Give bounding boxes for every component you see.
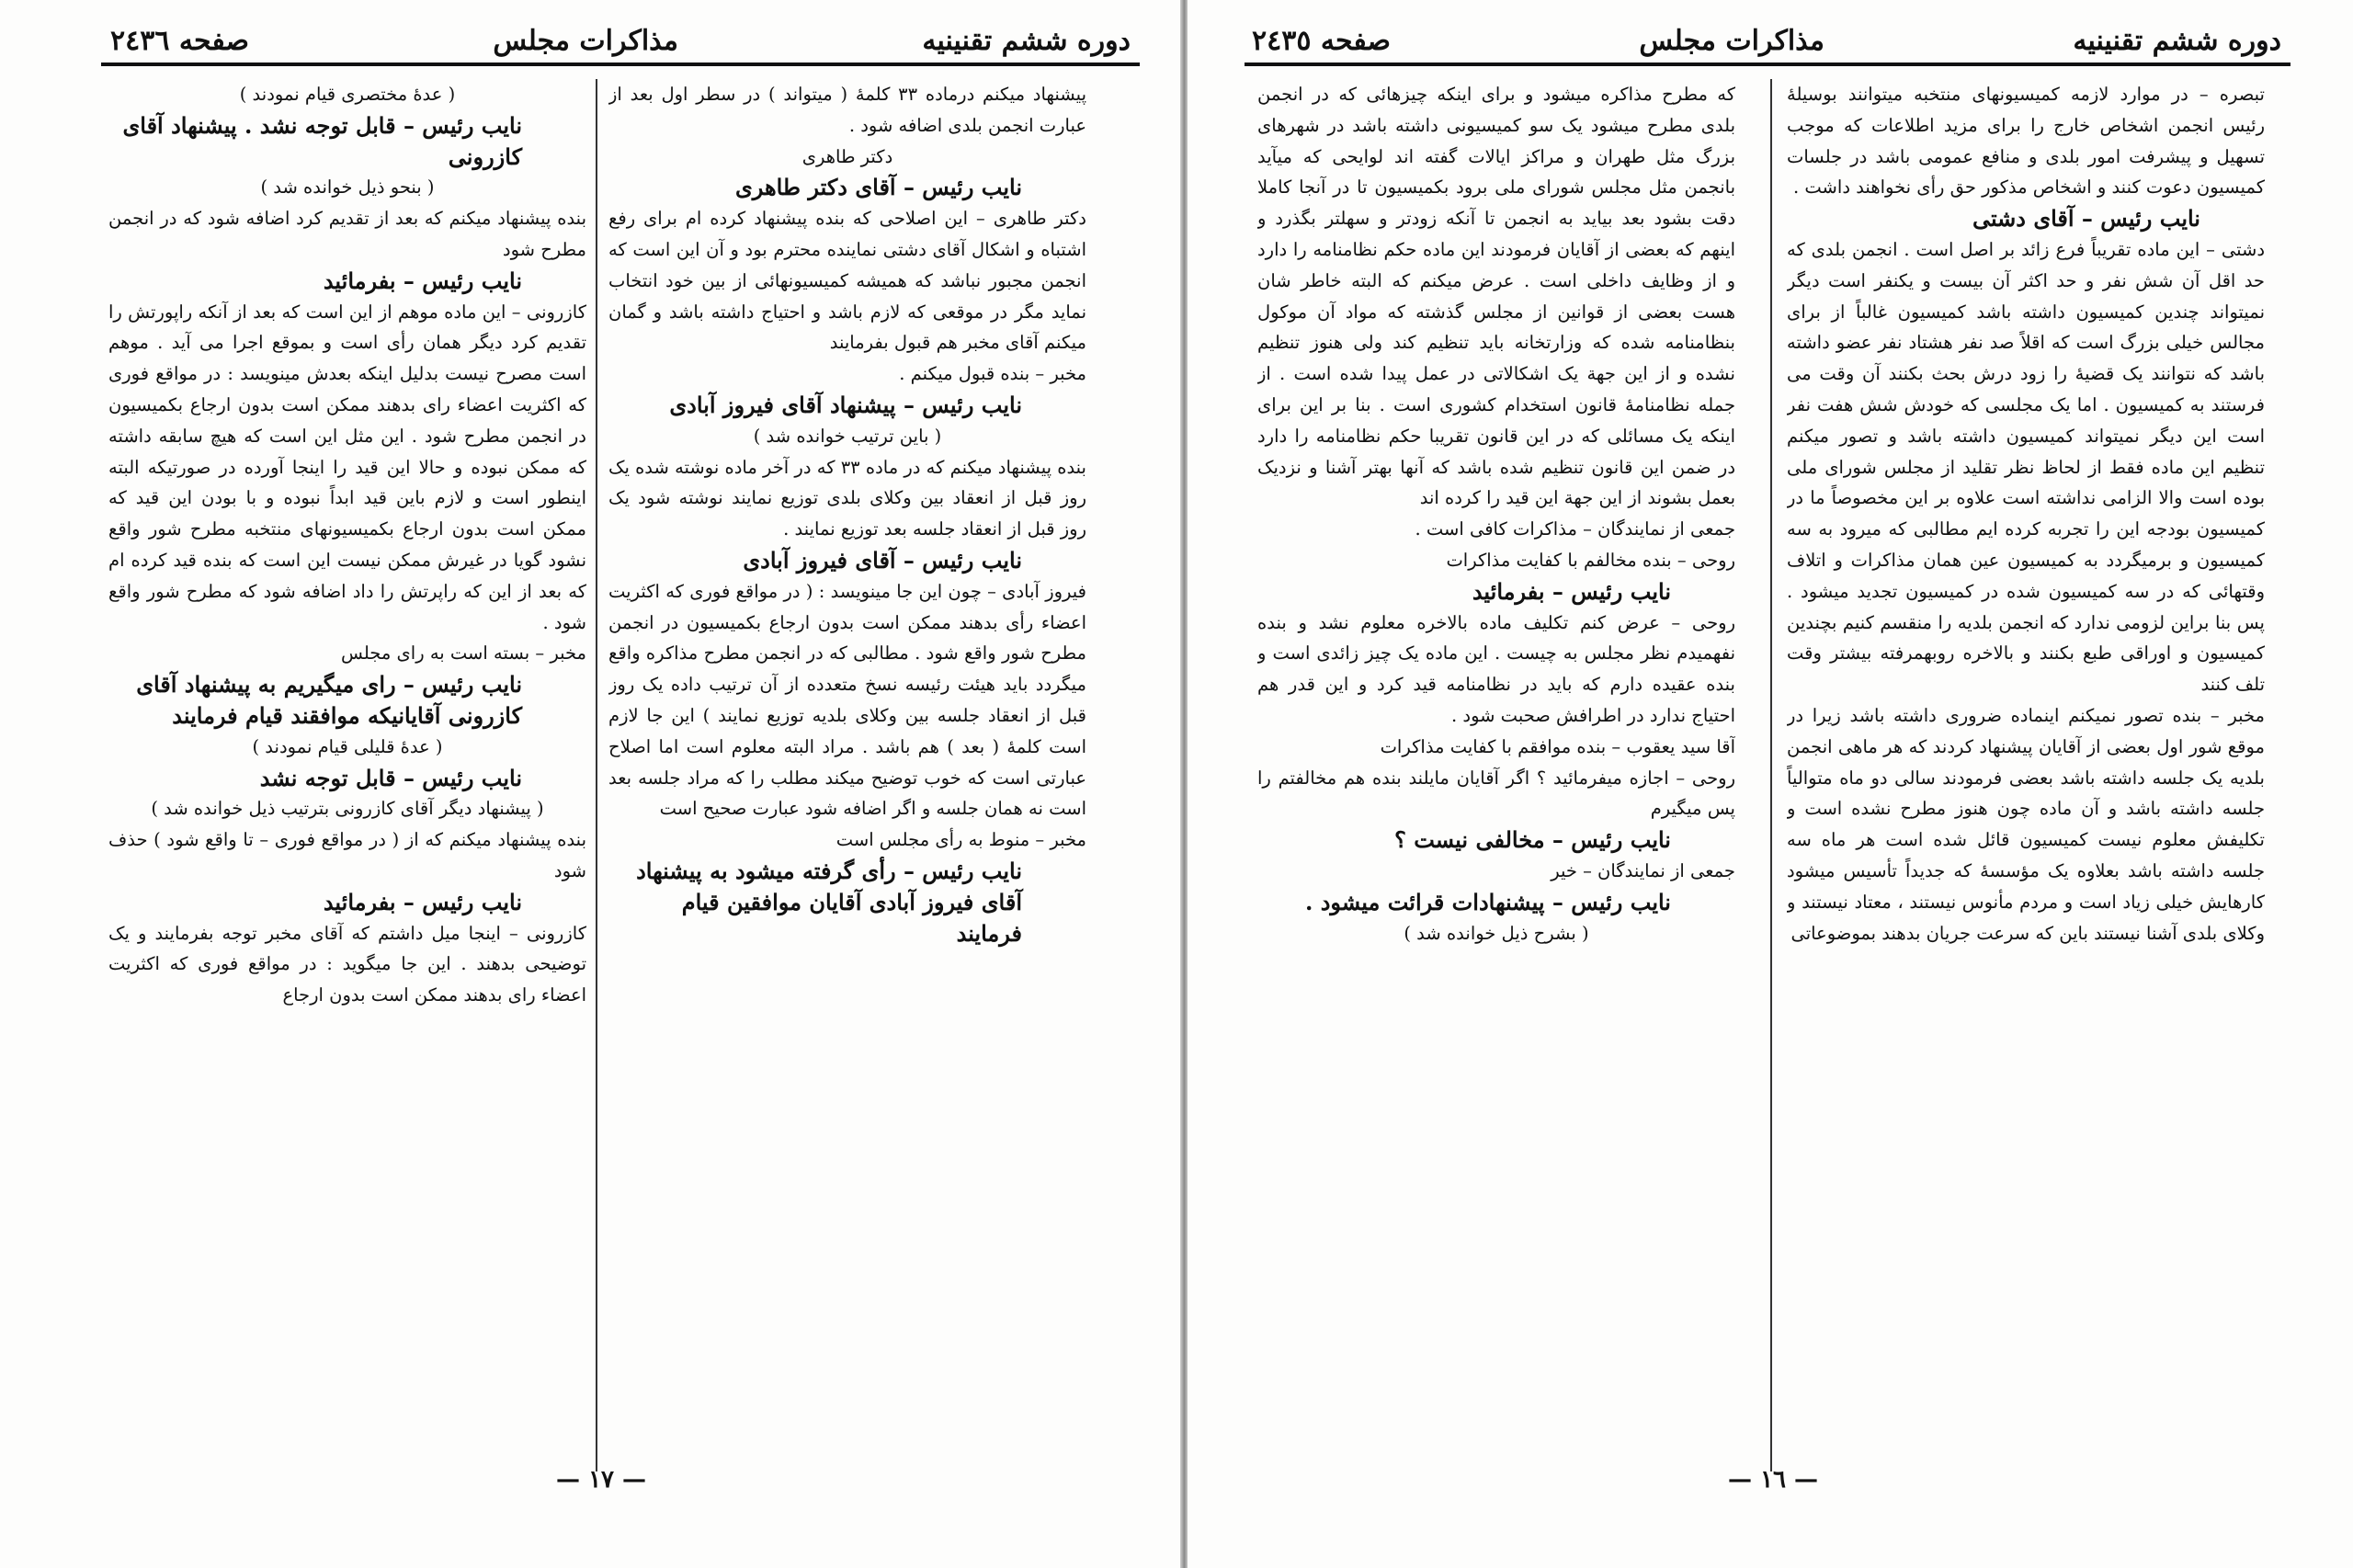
page-number: — ١٧ — [556, 1466, 647, 1494]
paragraph: ( باین ترتیب خوانده شد ) [753, 425, 942, 447]
speaker-heading: نایب رئیس – بفرمائید [323, 267, 522, 294]
column-divider [596, 79, 597, 1471]
paragraph: بنده پیشنهاد میکنم که بعد از تقدیم کرد اضافه شود که در انجمن مطرح شود [108, 208, 586, 260]
header-rule [101, 62, 1140, 66]
column-left [108, 79, 586, 1458]
page-label: صفحه ٢٤٣٦ [110, 24, 250, 57]
paragraph: کازرونی – این ماده موهم از این است که بعد از آنکه راپورتش را تقدیم کرد دیگر همان رأی است و بموقع اجرا می آید . موهم است مصرح نیست بدلیل اینکه بعدش مینویسد : در مواقع فوری که اکثریت اعضاء رای بدهند ممکن است بدون ارجاع بکمیسیون در انجمن مطرح شود . این مثل این است که هیچ سابقه داشته که ممکن نبوده و حالا این قید را اینجا آورده در صورتیکه البته اینطور است و لازم باین قید ابداً نبوده و با بودن این قید که ممکن است بدون ارجاع بکمیسیونهای منتخبه مطرح شور واقع نشود گویا در غیرش ممکن نیست این است که بنده قید کرده ام که بعد از این که راپرتش را داد اضافه شود که مطرح شور واقع شود . [108, 301, 586, 633]
header-rule [1245, 62, 2290, 66]
page-header [1252, 20, 2281, 61]
header-title: مذاكرات مجلس [493, 24, 678, 57]
speaker-heading: نایب رئیس – پیشنهاد آقای فیروز آبادی [669, 391, 1022, 418]
speaker-heading: نایب رئیس – پیشنهادات قرائت میشود . [1305, 888, 1671, 915]
speaker-heading: نایب رئیس – رأی گرفته میشود به پیشنهاد آقای فیروز آبادی آقایان موافقین قیام فرمایند [636, 857, 1022, 947]
column-divider [1770, 79, 1772, 1471]
page-number: — ١٦ — [1728, 1466, 1819, 1494]
paragraph: دکتر طاهری – این اصلاحی که بنده پیشنهاد کرده ام برای رفع اشتباه و اشکال آقای دشتی نماینده محترم بود و آن این است که انجمن مجبور نباشد که همیشه کمیسیونهائی از بین خود انتخاب نماید مگر در موقعی که لازم باشد و احتیاج داشته باشد و گمان میکنم آقای مخبر هم قبول بفرمایند [608, 208, 1086, 354]
speaker-heading: نایب رئیس – بفرمائید [323, 888, 522, 915]
paragraph: روحی – بنده مخالفم با کفایت مذاکرات [1446, 549, 1735, 571]
speaker-heading: نایب رئیس – بفرمائید [1472, 577, 1671, 605]
paragraph: دشتی – این ماده تقریباً فرع زائد بر اصل است . انجمن بلدی که حد اقل آن شش نفر و حد اکثر آن بیست و یکنفر است دیگر نمیتواند چندین کمیسیون داشته باشد کمیسیون غالباً از برای مجالس خیلی بزرگ است که اقلاً صد نفر هشتاد نفر عضو داشته باشد که نتوانند یک قضیهٔ را زود درش بحث بکنند آن وقت می فرستند به کمیسیون . اما یک مجلسی که خودش شش هفت نفر است این دیگر نمیتواند کمیسیون داشته باشد و تصور میکنم تنظیم این ماده فقط از لحاظ نظر تقلید از مجلس شورای ملی بوده است والا الزامی نداشته است علاوه بر این مخصوصاً ما در کمیسیون بودجه این را تجربه کرده ایم مطالبی که میرود به سه کمیسیون و برمیگردد به کمیسیون عین همان مذاکرات و اتلاف وقتهائی که در سه کمیسیون شده در کمیسیون تجدید میشود . پس بنا براین لزومی ندارد که انجمن بلدیه را منقسم کنیم بچندین کمیسیون و اوراقی طبع بکنند و بالاخره روبهمرفته بیشتر وقت تلف کنند [1787, 238, 2265, 696]
paragraph: ( عدهٔ قلیلی قیام نمودند ) [252, 735, 443, 757]
speaker-heading: نایب رئیس – مخالفی نیست ؟ [1394, 826, 1671, 854]
right-page [1188, 0, 2353, 1568]
speaker-heading: نایب رئیس – قابل توجه نشد [259, 764, 522, 791]
paragraph: مخبر – منوط به رأی مجلس است [835, 829, 1086, 851]
paragraph: دکتر طاهری [801, 145, 893, 167]
paragraph: ( پیشنهاد دیگر آقای کازرونی بترتیب ذیل خوانده شد ) [151, 798, 544, 820]
paragraph: بنده پیشنهاد میکنم که از ( در مواقع فوری – تا واقع شود ) حذف شود [108, 829, 586, 881]
speaker-heading: نایب رئیس – آقای فیروز آبادی [743, 546, 1022, 574]
page-header [110, 20, 1131, 61]
paragraph: مخبر – بنده قبول میکنم . [899, 363, 1086, 385]
paragraph: پیشنهاد میکنم درماده ۳۳ کلمهٔ ( میتواند ) در سطر اول بعد از عبارت انجمن بلدی اضافه شود . [608, 84, 1086, 136]
session-label: دوره ششم تقنينيه [922, 24, 1131, 57]
paragraph: مخبر – بنده تصور نمیکنم اینماده ضروری داشته باشد زیرا در موقع شور اول بعضی از آقایان پیشنهاد کردند که هر ماهی انجمن بلدیه یک جلسه داشته باشد بعضی فرمودند سالی دو ماه متوالیاً جلسه داشته باشد و آن ماده چون هنوز مطرح نشده است و تکلیفش معلوم نیست کمیسیون قائل شده است هر ماه سه جلسه داشته باشد بعلاوه یک مؤسسهٔ که جدیداً تأسیس میشود کارهایش خیلی زیاد است و مردم مأنوس نیستند ، معتاد نیستند و وکلای بلدی آشنا نیستند باین که سرعت جریان بدهند بموضوعاتی [1787, 704, 2265, 944]
paragraph: آقا سید یعقوب – بنده موافقم با کفایت مذاکرات [1380, 735, 1735, 757]
paragraph: جمعی از نمایندگان – خیر [1551, 859, 1735, 881]
paragraph: مخبر – بسته است به رای مجلس [340, 642, 586, 665]
paragraph: ( بنحو ذیل خوانده شد ) [260, 176, 435, 199]
speaker-heading: نایب رئیس – قابل توجه نشد . پیشنهاد آقای کازرونی [122, 111, 522, 170]
paragraph: فیروز آبادی – چون این جا مینویسد : ( در مواقع فوری که اکثریت اعضاء رأی بدهند ممکن است بدون ارجاع بکمیسیون در انجمن مطرح شور واقع شود . مطالبی که در انجمن مطرح مذاکره واقع میگردد باید هیئت رئیسه نسخ متعدده از آن ترتیب داده یک روز قبل از انعقاد جلسه بین وکلای بلدیه توزیع نمایند ) این جا لازم است کلمهٔ ( بعد ) هم باشد . مراد البته معلوم است اما اصلاح عبارتی است که خوب توضیح میکند مطلب را که مراد جلسه بعد است نه همان جلسه و اگر اضافه شود عبارت صحیح است [608, 580, 1086, 820]
header-title: مذاکرات مجلس [1639, 24, 1824, 57]
column-left [1257, 79, 1735, 1458]
speaker-heading: نایب رئیس – آقای دکتر طاهری [734, 174, 1022, 201]
paragraph: ( عدهٔ مختصری قیام نمودند ) [239, 84, 456, 105]
column-right [608, 79, 1086, 1458]
column-right [1787, 79, 2265, 1458]
paragraph: که مطرح مذاکره میشود و برای اینکه چیزهائی که در انجمن بلدی مطرح میشود یک سو کمیسیونی داشته باشد در شهرهای بزرگ مثل طهران و مراکز ایالات گفته اند لوایحی که میآید بانجمن مثل مجلس شورای ملی برود بکمیسیون تا در آنجا کاملا دقت بشود بعد بیاید به انجمن تا آنکه زودتر و سهلتر بگذرد و اینهم که بعضی از آقایان فرمودند این ماده حکم نظامنامه را دارد و از وظایف داخلی است . عرض میکنم که البته خاطر شان هست بعضی از قوانین از مجلس گذشته که مواد آن موکول بنظامنامه شده که وزارتخانه باید تنظیم کند ولی هنوز تنظیم نشده و از این جهة یک اشکالاتی در عمل پیدا شده است . از جمله نظامنامهٔ قانون استخدام کشوری است . بنا بر این برای اینکه یک مسائلی که در این قانون تقریبا حکم نظامنامه را دارد در ضمن این قانون تنظیم شده باشد که آنها بهتر آشنا و نزدیک بعمل بشوند از این جهة این قید را کرده اند [1257, 84, 1735, 509]
paragraph: ( بشرح ذیل خوانده شد ) [1404, 922, 1589, 944]
session-label: دوره ششم تقنینیه [2073, 24, 2281, 57]
speaker-heading: نایب رئیس – آقای دشتی [1972, 205, 2200, 233]
paragraph: روحی – عرض کنم تکلیف ماده بالاخره معلوم نشد و بنده نفهمیدم نظر مجلس به چیست . این ماده یک چیز زائدی است و بنده عقیده دارم که باید در نظامنامه قید کرد و این قدر هم احتیاج ندارد در اطرافش صحبت شود . [1257, 611, 1735, 726]
paragraph: روحی – اجازه میفرمائید ؟ اگر آقایان مایلند بنده هم مخالفتم را پس میگیرم [1257, 767, 1735, 820]
paragraph: بنده پیشنهاد میکنم که در ماده ۳۳ که در آخر ماده نوشته شده یک روز قبل از انعقاد بین وکلای بلدی توزیع نمایند نوشته شود یک روز قبل از انعقاد جلسه بعد توزیع نمایند . [608, 456, 1086, 540]
paragraph: تبصره – در موارد لازمه کمیسیونهای منتخبه میتوانند بوسیلهٔ رئیس انجمن اشخاص خارج را برای مزید اطلاعات که موجب تسهیل و پیشرفت امور بلدی و منافع عمومی باشد در جلسات کمیسیون دعوت کنند و اشخاص مذکور حق رأی نخواهند داشت . [1787, 84, 2265, 199]
page-label: صفحه ٢٤٣٥ [1252, 24, 1392, 57]
speaker-heading: نایب رئیس – رای میگیریم به پیشنهاد آقای کازرونی آقایانیکه موافقند قیام فرمایند [136, 671, 522, 729]
paragraph: کازرونی – اینجا میل داشتم که آقای مخبر توجه بفرمایند و یک توضیحی بدهند . این جا میگوید : در مواقع فوری که اکثریت اعضاء رای بدهند ممکن است بدون ارجاع [108, 922, 586, 1006]
paragraph: جمعی از نمایندگان – مذاکرات کافی است . [1415, 518, 1735, 540]
